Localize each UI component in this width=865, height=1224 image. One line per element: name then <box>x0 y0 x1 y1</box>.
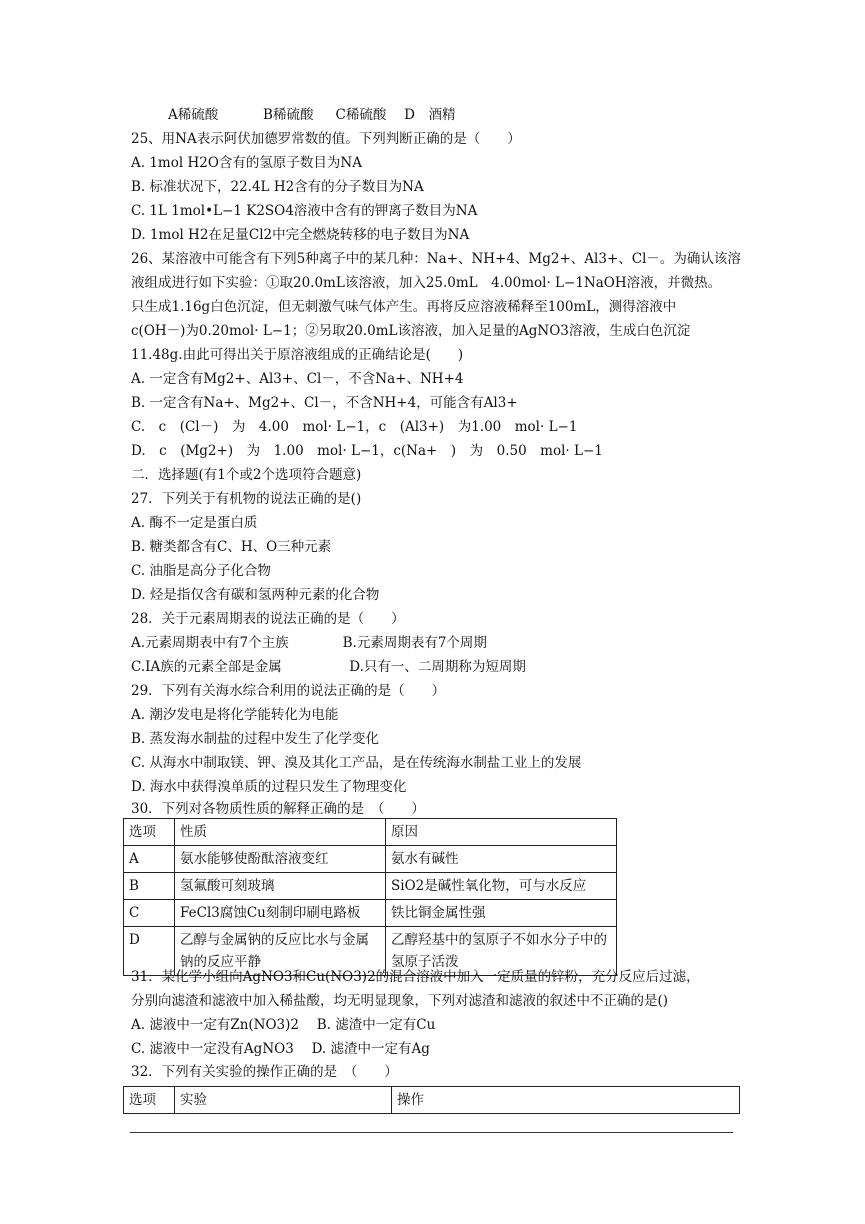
table-header-cell: 性质 <box>175 819 386 846</box>
question-25: 25、用NA表示阿伏加德罗常数的值。下列判断正确的是（ ） <box>131 131 521 147</box>
question-31: 31．某化学小组向AgNO3和Cu(NO3)2的混合溶液中加入一定质量的锌粉，充分反应后过滤， <box>131 969 700 985</box>
table-32 <box>123 1086 740 1114</box>
table-cell: FeCl3腐蚀Cu刻制印刷电路板 <box>175 900 386 927</box>
option-line: B. 一定含有Na+、Mg2+、Cl－，不含NH+4，可能含有Al3+ <box>131 395 518 411</box>
table-cell: C <box>124 900 175 927</box>
text-line: c(OH－)为0.20mol· L−1；②另取20.0mL该溶液，加入足量的AgNO3溶液，生成白色沉淀 <box>131 323 691 339</box>
question-26: 26、某溶液中可能含有下列5种离子中的某几种：Na+、NH+4、Mg2+、Al3+、Cl－。为确认该溶 <box>131 251 741 267</box>
option-line: A. 酶不一定是蛋白质 <box>131 515 258 531</box>
section-heading: 二．选择题(有1个或2个选项符合题意) <box>131 467 362 483</box>
text-line: 只生成1.16g白色沉淀，但无刺激气味气体产生。再将反应溶液稀释至100mL，测得溶液中 <box>131 299 677 315</box>
question-29: 29．下列有关海水综合利用的说法正确的是（ ） <box>131 683 446 699</box>
table-header-row <box>124 819 617 846</box>
text-line: 液组成进行如下实验：①取20.0mL该溶液，加入25.0mL 4.00mol· L−1NaOH溶液，并微热。 <box>131 275 722 291</box>
table-cell: 乙醇羟基中的氢原子不如水分子中的氢原子活泼 <box>386 927 617 976</box>
table-cell: 氨水有碱性 <box>386 846 617 873</box>
option-line: C. 滤液中一定没有AgNO3 D. 滤渣中一定有Ag <box>131 1041 430 1057</box>
question-28: 28．关于元素周期表的说法正确的是（ ） <box>131 611 405 627</box>
table-row <box>124 846 617 873</box>
option-line: D. 1mol H2在足量Cl2中完全燃烧转移的电子数目为NA <box>131 227 470 243</box>
table-cell: 铁比铜金属性强 <box>386 900 617 927</box>
option-line: D. 海水中获得溴单质的过程只发生了物理变化 <box>131 779 407 795</box>
option-line: C. 1L 1mol•L−1 K2SO4溶液中含有的钾离子数目为NA <box>131 203 478 219</box>
table-30 <box>123 818 617 976</box>
table-header-cell: 操作 <box>392 1087 740 1114</box>
table-cell: SiO2是碱性氧化物，可与水反应 <box>386 873 617 900</box>
page-footer-divider <box>130 1132 733 1133</box>
option-line: C. 从海水中制取镁、钾、溴及其化工产品，是在传统海水制盐工业上的发展 <box>131 755 582 771</box>
option-line: C. c (Cl－) 为 4.00 mol· L−1，c (Al3+) 为1.00 mol· L−1 <box>131 419 578 435</box>
question-27: 27．下列关于有机物的说法正确的是() <box>131 491 362 507</box>
option-line: A.元素周期表中有7个主族 B.元素周期表有7个周期 <box>131 635 487 651</box>
text-line: 分别向滤渣和滤液中加入稀盐酸，均无明显现象，下列对滤渣和滤液的叙述中不正确的是() <box>131 993 669 1009</box>
text-line: A稀硫酸 B稀硫酸 C稀硫酸 D 酒精 <box>168 107 456 123</box>
option-line: B. 标准状况下，22.4L H2含有的分子数目为NA <box>131 179 424 195</box>
option-line: A. 潮汐发电是将化学能转化为电能 <box>131 707 339 723</box>
table-cell: A <box>124 846 175 873</box>
table-cell: B <box>124 873 175 900</box>
table-cell: 氢氟酸可刻玻璃 <box>175 873 386 900</box>
table-header-row <box>124 1087 740 1114</box>
table-row <box>124 900 617 927</box>
table-row <box>124 873 617 900</box>
option-line: C.IA族的元素全部是金属 D.只有一、二周期称为短周期 <box>131 659 526 675</box>
table-cell: 乙醇与金属钠的反应比水与金属钠的反应平静 <box>175 927 386 976</box>
option-line: B. 蒸发海水制盐的过程中发生了化学变化 <box>131 731 380 747</box>
table-cell: 氨水能够使酚酞溶液变红 <box>175 846 386 873</box>
question-32: 32．下列有关实验的操作正确的是 （ ） <box>131 1064 398 1080</box>
option-line: A. 一定含有Mg2+、Al3+、Cl－，不含Na+、NH+4 <box>131 371 464 387</box>
option-line: D. c (Mg2+) 为 1.00 mol· L−1，c(Na+ ) 为 0.50 mol· L−1 <box>131 443 603 459</box>
table-header-cell: 原因 <box>386 819 617 846</box>
table-header-cell: 选项 <box>124 1087 175 1114</box>
option-line: C. 油脂是高分子化合物 <box>131 563 271 579</box>
table-cell: D <box>124 927 175 976</box>
text-line: 11.48g.由此可得出关于原溶液组成的正确结论是( ) <box>131 347 464 363</box>
option-line: A. 滤液中一定有Zn(NO3)2 B. 滤渣中一定有Cu <box>131 1017 436 1033</box>
table-header-cell: 选项 <box>124 819 175 846</box>
table-header-cell: 实验 <box>175 1087 392 1114</box>
question-30: 30．下列对各物质性质的解释正确的是 （ ） <box>131 801 425 817</box>
option-line: B. 糖类都含有C、H、O三种元素 <box>131 539 332 555</box>
option-line: A. 1mol H2O含有的氢原子数目为NA <box>131 155 362 171</box>
option-line: D. 烃是指仅含有碳和氢两种元素的化合物 <box>131 587 380 603</box>
